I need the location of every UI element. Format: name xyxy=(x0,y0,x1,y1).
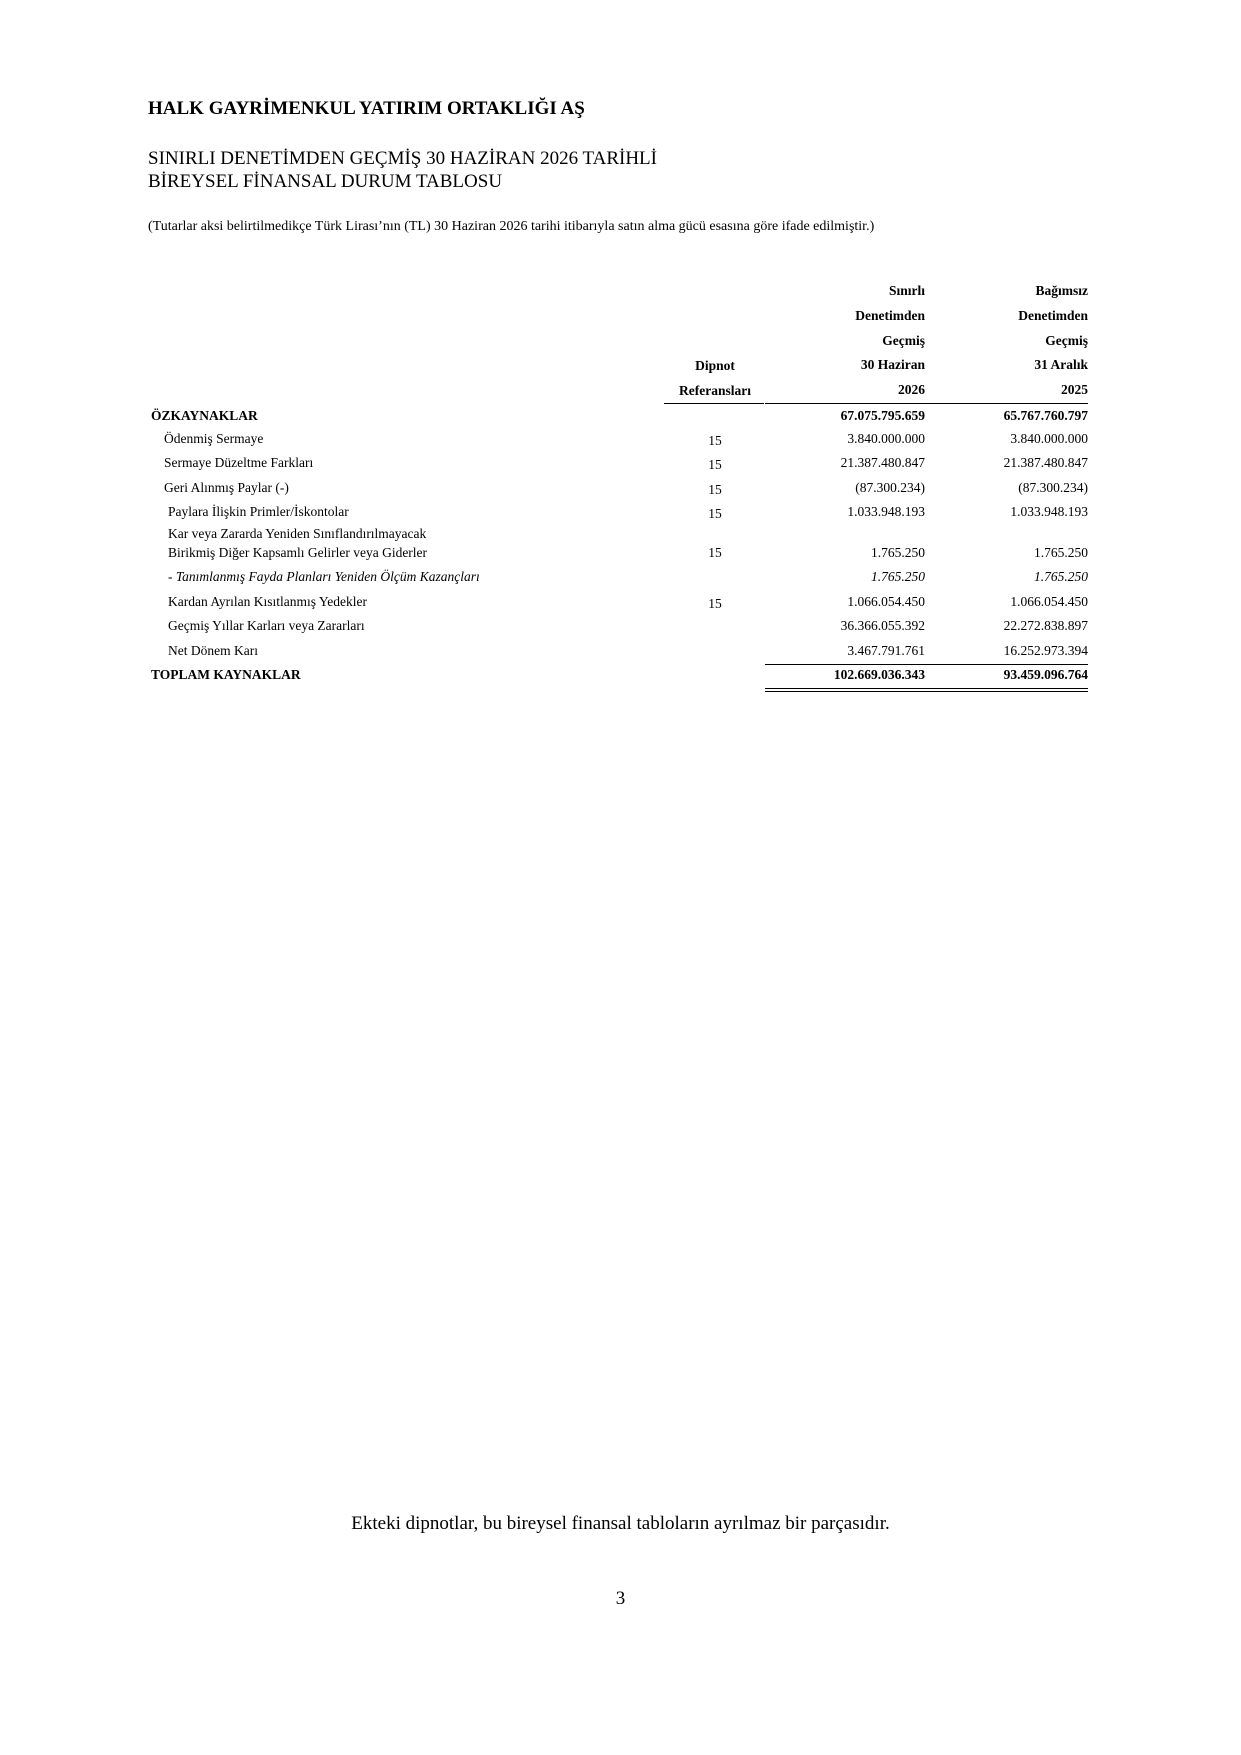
row-value-2025: 22.272.838.897 xyxy=(1003,618,1088,633)
row-ref: 15 xyxy=(708,506,722,521)
table-row xyxy=(0,455,1241,475)
col2-header-line5: 2025 xyxy=(1061,382,1088,397)
row-ref: 15 xyxy=(708,433,722,448)
row-value-2025: 3.840.000.000 xyxy=(1010,431,1088,446)
row-value-2026: 1.765.250 xyxy=(871,545,925,560)
row-label: Geçmiş Yıllar Karları veya Zararları xyxy=(168,618,365,633)
col2-header-line2: Denetimden xyxy=(1018,308,1088,323)
row-value-2026: 3.840.000.000 xyxy=(847,431,925,446)
col2-header-line3: Geçmiş xyxy=(1045,333,1088,348)
row-value-2025: 93.459.096.764 xyxy=(1003,667,1088,682)
row-value-2026: (87.300.234) xyxy=(855,480,925,495)
report-title-line2: BİREYSEL FİNANSAL DURUM TABLOSU xyxy=(148,171,503,192)
table-row xyxy=(0,618,1241,638)
report-title-line1: SINIRLI DENETİMDEN GEÇMİŞ 30 HAZİRAN 2026 TARİHLİ xyxy=(148,148,657,169)
table-row xyxy=(0,480,1241,500)
table-row xyxy=(0,569,1241,589)
table-row xyxy=(0,431,1241,451)
row-value-2025: 1.066.054.450 xyxy=(1010,594,1088,609)
table-row xyxy=(0,594,1241,614)
total-top-rule xyxy=(765,664,1088,665)
table-row-total xyxy=(0,667,1241,687)
col1-header-line3: Geçmiş xyxy=(882,333,925,348)
row-label: Kar veya Zararda Yeniden Sınıflandırılmayacak xyxy=(168,526,427,541)
ref-header-underline xyxy=(664,403,764,404)
row-label-continued: Birikmiş Diğer Kapsamlı Gelirler veya Giderler xyxy=(168,545,428,560)
table-row xyxy=(0,545,1241,565)
company-name: HALK GAYRİMENKUL YATIRIM ORTAKLIĞI AŞ xyxy=(148,98,585,119)
footer-note: Ekteki dipnotlar, bu bireysel finansal tabloların ayrılmaz bir parçasıdır. xyxy=(351,1513,890,1534)
table-row xyxy=(0,408,1241,428)
row-label: Geri Alınmış Paylar (-) xyxy=(164,480,289,495)
col2-header-line1: Bağımsız xyxy=(1035,283,1088,298)
row-label: Ödenmiş Sermaye xyxy=(164,431,264,446)
col1-header-line1: Sınırlı xyxy=(888,283,925,298)
col1-header-line2: Denetimden xyxy=(855,308,925,323)
row-value-2026: 1.066.054.450 xyxy=(847,594,925,609)
row-value-2025: 1.765.250 xyxy=(1034,569,1088,584)
row-value-2026: 1.033.948.193 xyxy=(847,504,925,519)
row-value-2025: 16.252.973.394 xyxy=(1003,643,1088,658)
ref-header-line2: Referansları xyxy=(679,383,751,398)
row-ref: 15 xyxy=(708,545,722,560)
row-value-2025: 21.387.480.847 xyxy=(1003,455,1088,470)
col1-header-line5: 2026 xyxy=(898,382,925,397)
row-ref: 15 xyxy=(708,457,722,472)
total-double-underline-2 xyxy=(765,691,1088,692)
row-value-2026: 1.765.250 xyxy=(871,569,925,584)
row-value-2026: 21.387.480.847 xyxy=(840,455,925,470)
row-value-2026: 67.075.795.659 xyxy=(840,408,925,423)
row-label: TOPLAM KAYNAKLAR xyxy=(151,667,301,682)
row-ref: 15 xyxy=(708,482,722,497)
ref-header-line1: Dipnot xyxy=(695,358,735,373)
row-value-2026: 3.467.791.761 xyxy=(847,643,925,658)
row-label: Paylara İlişkin Primler/İskontolar xyxy=(168,504,349,519)
table-row xyxy=(0,504,1241,524)
row-value-2025: (87.300.234) xyxy=(1018,480,1088,495)
row-value-2025: 1.033.948.193 xyxy=(1010,504,1088,519)
row-ref: 15 xyxy=(708,596,722,611)
table-row xyxy=(0,643,1241,663)
row-label: ÖZKAYNAKLAR xyxy=(151,408,258,423)
row-label: Sermaye Düzeltme Farkları xyxy=(164,455,314,470)
row-label: Net Dönem Karı xyxy=(168,643,258,658)
row-value-2026: 102.669.036.343 xyxy=(833,667,925,682)
row-value-2025: 65.767.760.797 xyxy=(1003,408,1088,423)
col1-header-line4: 30 Haziran xyxy=(860,357,925,372)
table-row xyxy=(0,526,1241,546)
total-double-underline-1 xyxy=(765,688,1088,689)
col2-header-line4: 31 Aralık xyxy=(1034,357,1088,372)
currency-note: (Tutarlar aksi belirtilmedikçe Türk Lirası’nın (TL) 30 Haziran 2026 tarihi itibarıyla satın alma gücü esasına göre ifade edilmiştir.) xyxy=(148,219,875,234)
values-header-underline xyxy=(765,403,1088,404)
row-label: Kardan Ayrılan Kısıtlanmış Yedekler xyxy=(168,594,367,609)
row-value-2025: 1.765.250 xyxy=(1034,545,1088,560)
row-value-2026: 36.366.055.392 xyxy=(840,618,925,633)
page-number: 3 xyxy=(615,1588,626,1609)
row-label: - Tanımlanmış Fayda Planları Yeniden Ölçüm Kazançları xyxy=(168,569,480,584)
